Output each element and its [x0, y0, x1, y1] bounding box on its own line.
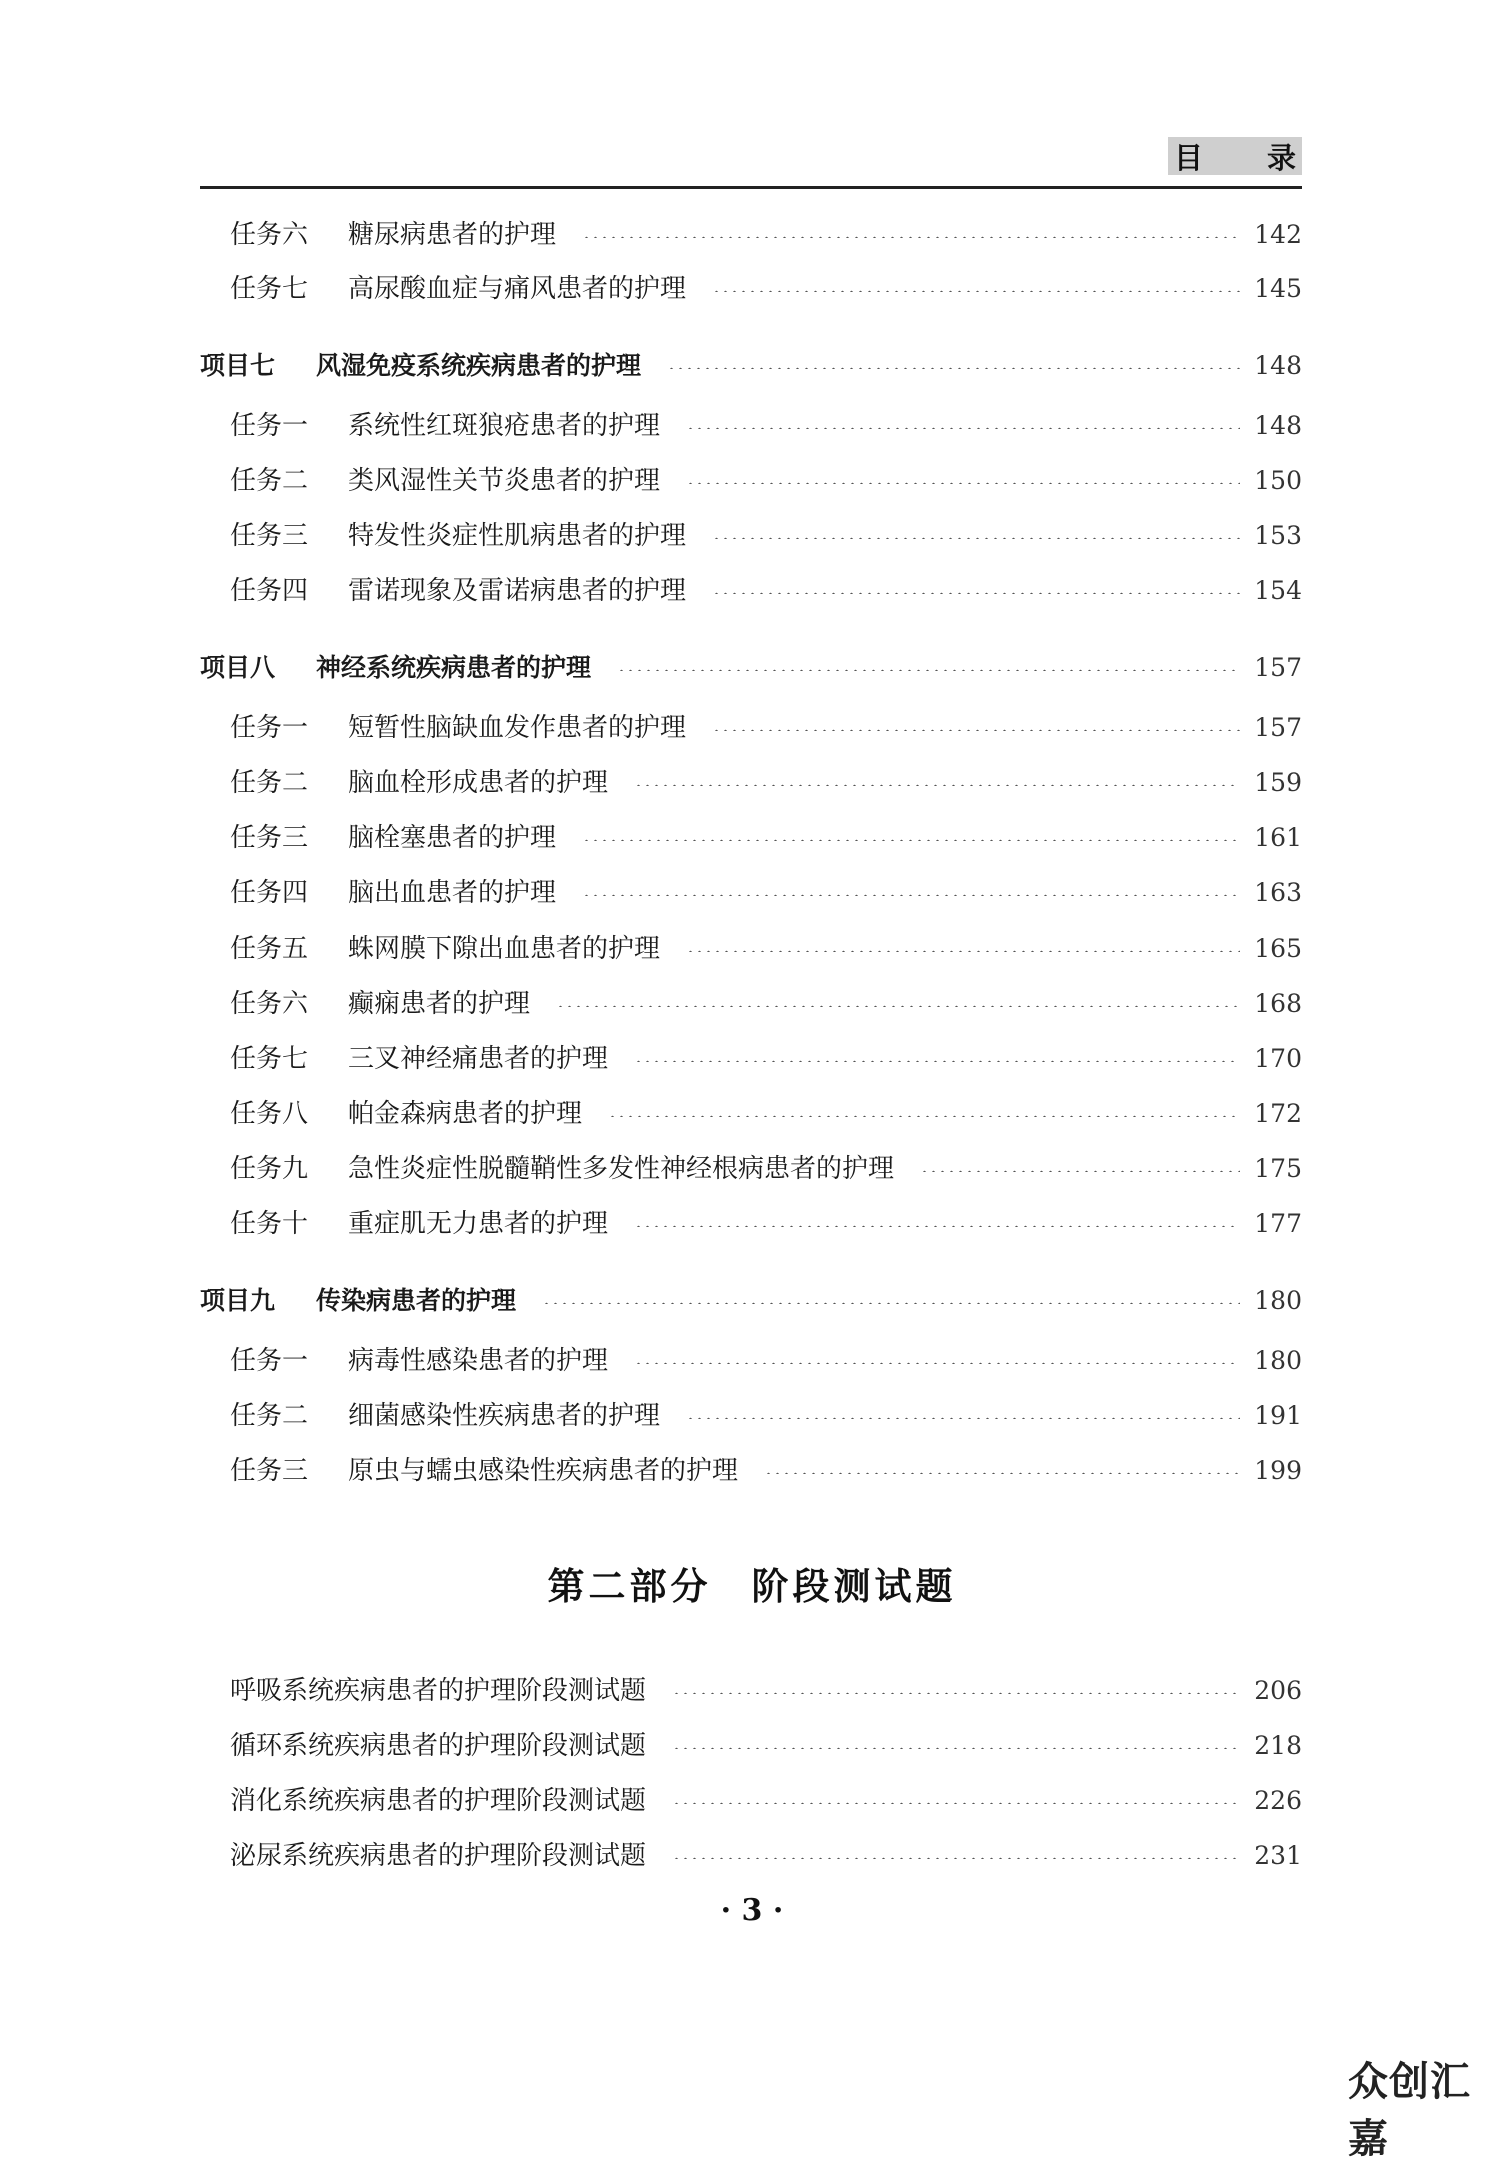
toc-entry-number: 任务九 [230, 1154, 309, 1184]
dot-leader [582, 894, 1240, 896]
toc-entry-title: 重症肌无力患者的护理 [348, 1209, 609, 1239]
toc-entry-page: 154 [1254, 576, 1302, 605]
dot-leader [712, 592, 1240, 594]
toc-entry-page: 175 [1254, 1154, 1302, 1183]
toc-entry-page: 180 [1254, 1346, 1302, 1375]
toc-entry-number: 项目七 [200, 351, 276, 380]
toc-entry-number: 任务二 [230, 768, 309, 798]
toc-entry-page: 153 [1254, 521, 1302, 550]
toc-entry-title: 糖尿病患者的护理 [348, 220, 557, 250]
toc-entry-page: 157 [1254, 653, 1302, 682]
toc-entry-number: 任务七 [230, 274, 309, 304]
header-char-right: 录 [1266, 140, 1296, 175]
toc-entry[interactable] [200, 406, 1302, 446]
toc-project-entry[interactable] [200, 1281, 1302, 1321]
toc-entry[interactable] [200, 1341, 1302, 1381]
toc-entry-page: 159 [1254, 768, 1302, 797]
toc-entry-number: 任务一 [230, 411, 309, 441]
toc-entry-title: 系统性红斑狼疮患者的护理 [348, 411, 661, 441]
toc-entry[interactable] [200, 215, 1302, 255]
toc-entry[interactable] [200, 1039, 1302, 1079]
toc-entry-page: 206 [1254, 1676, 1302, 1705]
toc-test-entry[interactable] [200, 1671, 1302, 1711]
dot-leader [582, 236, 1240, 238]
toc-test-entry[interactable] [200, 1726, 1302, 1766]
dot-leader [672, 1747, 1240, 1749]
toc-entry[interactable] [200, 1396, 1302, 1436]
toc-entry-page: 161 [1254, 823, 1302, 852]
toc-entry-title: 风湿免疫系统疾病患者的护理 [316, 351, 642, 380]
dot-leader [672, 1857, 1240, 1859]
toc-project-entry[interactable] [200, 346, 1302, 386]
dot-leader [686, 482, 1240, 484]
toc-entry-title: 细菌感染性疾病患者的护理 [348, 1401, 661, 1431]
toc-entry-page: 148 [1254, 351, 1302, 380]
toc-entry[interactable] [200, 818, 1302, 858]
toc-entry-page: 231 [1254, 1841, 1302, 1870]
toc-entry-title: 蛛网膜下隙出血患者的护理 [348, 934, 661, 964]
dot-leader [634, 1362, 1240, 1364]
toc-entry[interactable] [200, 461, 1302, 501]
toc-entry-page: 170 [1254, 1044, 1302, 1073]
dot-leader [634, 1225, 1240, 1227]
watermark-logo: 众创汇嘉 [1348, 2059, 1471, 2162]
toc-entry-page: 191 [1254, 1401, 1302, 1430]
toc-entry[interactable] [200, 763, 1302, 803]
toc-entry-number: 任务四 [230, 576, 309, 606]
dot-leader [672, 1692, 1240, 1694]
dot-leader [686, 427, 1240, 429]
part-two-heading [0, 1556, 1504, 1610]
header-char-left: 目 [1174, 140, 1204, 175]
dot-leader [712, 290, 1240, 292]
toc-entry-number: 任务三 [230, 521, 309, 551]
toc-entry-title: 病毒性感染患者的护理 [348, 1346, 609, 1376]
toc-entry-title: 三叉神经痛患者的护理 [348, 1044, 609, 1074]
toc-entry-number: 任务一 [230, 1346, 309, 1376]
toc-entry-title: 传染病患者的护理 [316, 1286, 517, 1315]
dot-leader [712, 729, 1240, 731]
toc-entry-title: 神经系统疾病患者的护理 [316, 653, 592, 682]
toc-project-entry[interactable] [200, 648, 1302, 688]
dot-leader [672, 1802, 1240, 1804]
toc-entry-title: 消化系统疾病患者的护理阶段测试题 [230, 1786, 647, 1816]
toc-entry-title: 呼吸系统疾病患者的护理阶段测试题 [230, 1676, 647, 1706]
toc-entry-page: 168 [1254, 989, 1302, 1018]
toc-entry-number: 任务六 [230, 220, 309, 250]
toc-entry-title: 原虫与蠕虫感染性疾病患者的护理 [348, 1456, 739, 1486]
toc-entry-title: 急性炎症性脱髓鞘性多发性神经根病患者的护理 [348, 1154, 895, 1184]
toc-entry-title: 特发性炎症性肌病患者的护理 [348, 521, 687, 551]
toc-entry-title: 高尿酸血症与痛风患者的护理 [348, 274, 687, 304]
toc-entry[interactable] [200, 708, 1302, 748]
toc-entry-number: 任务四 [230, 878, 309, 908]
toc-entry-page: 180 [1254, 1286, 1302, 1315]
toc-entry[interactable] [200, 929, 1302, 969]
toc-entry-page: 177 [1254, 1209, 1302, 1238]
toc-entry-title: 脑血栓形成患者的护理 [348, 768, 609, 798]
toc-entry-title: 类风湿性关节炎患者的护理 [348, 466, 661, 496]
section-header-label [1168, 137, 1302, 175]
toc-entry-number: 项目九 [200, 1286, 276, 1315]
dot-leader [634, 784, 1240, 786]
dot-leader [920, 1170, 1240, 1172]
toc-entry-number: 任务五 [230, 934, 309, 964]
dot-leader [617, 669, 1240, 671]
toc-entry[interactable] [200, 1149, 1302, 1189]
toc-entry-page: 218 [1254, 1731, 1302, 1760]
toc-entry-title: 脑栓塞患者的护理 [348, 823, 557, 853]
dot-leader [667, 367, 1240, 369]
part-two-title: 阶段测试题 [751, 1564, 957, 1608]
dot-leader [608, 1115, 1240, 1117]
toc-entry-page: 142 [1254, 220, 1302, 249]
toc-entry-number: 任务一 [230, 713, 309, 743]
dot-leader [712, 537, 1240, 539]
toc-entry-title: 雷诺现象及雷诺病患者的护理 [348, 576, 687, 606]
toc-entry[interactable] [200, 1204, 1302, 1244]
toc-entry-title: 短暂性脑缺血发作患者的护理 [348, 713, 687, 743]
dot-leader [542, 1302, 1240, 1304]
toc-entry[interactable] [200, 1094, 1302, 1134]
toc-entry-number: 项目八 [200, 653, 276, 682]
toc-entry-title: 帕金森病患者的护理 [348, 1099, 583, 1129]
dot-leader [686, 1417, 1240, 1419]
toc-test-entry[interactable] [200, 1781, 1302, 1821]
dot-leader [686, 950, 1240, 952]
dot-leader [764, 1472, 1240, 1474]
toc-entry-title: 循环系统疾病患者的护理阶段测试题 [230, 1731, 647, 1761]
toc-entry-page: 148 [1254, 411, 1302, 440]
toc-entry[interactable] [200, 873, 1302, 913]
toc-entry[interactable] [200, 516, 1302, 556]
page-number: · 3 · [720, 1893, 784, 1928]
toc-entry-page: 150 [1254, 466, 1302, 495]
toc-entry-page: 172 [1254, 1099, 1302, 1128]
toc-entry-number: 任务三 [230, 823, 309, 853]
toc-entry-number: 任务六 [230, 989, 309, 1019]
part-two-label: 第二部分 [547, 1564, 712, 1608]
toc-entry[interactable] [200, 984, 1302, 1024]
toc-entry-title: 泌尿系统疾病患者的护理阶段测试题 [230, 1841, 647, 1871]
dot-leader [582, 839, 1240, 841]
toc-entry-number: 任务二 [230, 466, 309, 496]
toc-entry-number: 任务八 [230, 1099, 309, 1129]
toc-entry-page: 145 [1254, 274, 1302, 303]
toc-entry-page: 165 [1254, 934, 1302, 963]
toc-entry-page: 226 [1254, 1786, 1302, 1815]
toc-entry[interactable] [200, 269, 1302, 309]
toc-entry[interactable] [200, 571, 1302, 611]
toc-entry-page: 199 [1254, 1456, 1302, 1485]
dot-leader [634, 1060, 1240, 1062]
toc-entry-number: 任务十 [230, 1209, 309, 1239]
toc-entry-title: 脑出血患者的护理 [348, 878, 557, 908]
toc-entry-number: 任务七 [230, 1044, 309, 1074]
header-rule [200, 186, 1302, 189]
toc-test-entry[interactable] [200, 1836, 1302, 1876]
toc-entry-page: 157 [1254, 713, 1302, 742]
toc-entry-number: 任务二 [230, 1401, 309, 1431]
toc-entry-page: 163 [1254, 878, 1302, 907]
toc-entry[interactable] [200, 1451, 1302, 1491]
toc-entry-number: 任务三 [230, 1456, 309, 1486]
toc-entry-title: 癫痫患者的护理 [348, 989, 531, 1019]
dot-leader [556, 1005, 1240, 1007]
